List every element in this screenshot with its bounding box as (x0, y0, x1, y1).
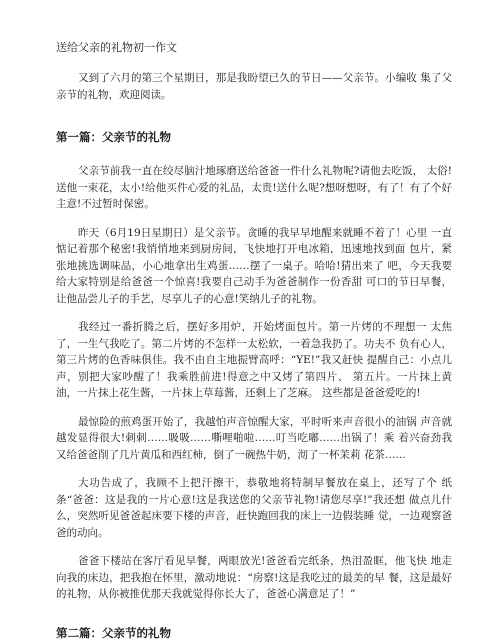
section-1-paragraph-1: 父亲节前我一直在绞尽脑汁地琢磨送给爸爸一件什么礼物呢?请他去吃饭， 太俗!送他一束花，太小!给他买件心爱的礼品，太贵!送什么呢?想呀想呀，有了！有了个好主意!不过暂时保密。 (56, 165, 452, 210)
section-1-title: 第一篇：父亲节的礼物 (56, 130, 171, 144)
section-1-paragraph-2: 昨天（6月19日星期日）是父亲节。贪睡的我早早地醒来就睡不着了！心里 一直惦记着那个秘密!我悄悄地来到厨房间，飞快地打开电冰箱，迅速地找到面 包片，紧张地挑选调味品，小心地拿出生鸡蛋……摆了一桌子。哈哈!猜出来了 吧，今天我要给大家特别是给爸爸一个惊喜!我要自己动手为爸爸制作一份香甜 可口的节日早餐，让他品尝儿子的手艺，尽享儿子的心意!笑纳儿子的礼物。 (56, 226, 452, 305)
section-2-title: 第二篇：父亲节的礼物 (56, 625, 171, 640)
intro-paragraph: 又到了六月的第三个星期日，那是我盼望已久的节日——父亲节。小编收 集了父亲节的礼物，欢迎阅读。 (56, 72, 452, 101)
section-1-paragraph-6: 爸爸下楼站在客厅看见早餐，两眼放光!爸爸看完纸条，热泪盈眶，他飞快 地走向我的床边，把我抱在怀里，激动地说：“房察!这是我吃过的最美的早 餐，这是最好的礼物，从你被推优那天我就觉得你长大了，爸爸心满意足了！” (56, 555, 452, 600)
section-1-paragraph-4: 最惊险的煎鸡蛋开始了，我越怕声音惊醒大家，平时听来声音很小的油锅 声音就越发显得很大!刺刺……吸吸……嘶哩啪啦……叮当吃嘟……出锅了！乘 着兴奋劲我又给爸爸削了几片黄瓜和西红柿，倒了一碗热牛奶，沏了一杯茉莉 花茶…… (56, 415, 452, 461)
document-title: 送给父亲的礼物初一作文 (56, 41, 177, 54)
section-1-paragraph-3: 我经过一番折腾之后，摆好多用炉，开始烤面包片。第一片烤的不理想一 太焦了，一生气我吃了。第二片烤的不怎样一太松软，一着急我扔了。功夫不 负有心人，第三片烤的色香味俱佳。我不由自主地振臂高呼：“YE!”我又赶快 提醒自己：小点儿声，别把大家吵醒了！我乘胜前进!得意之中又烤了第四片、 第五片。一片抹上黄油，一片抹上花生酱，一片抹上草莓酱，还剩上了芝麻。 这些都是爸爸爱吃的! (56, 321, 452, 399)
section-1-paragraph-5: 大功告成了，我顾不上把汗擦干，恭敬地将特制早餐放在桌上，还写了个 纸条“爸爸：这是我的一片心意!这是我送您的父亲节礼物!请您尽享!”我还想 做点儿什么，突然听见爸爸起床要下楼的声音，赶快跑回我的床上一边假装睡 觉，一边观察爸爸的动向。 (56, 477, 452, 539)
